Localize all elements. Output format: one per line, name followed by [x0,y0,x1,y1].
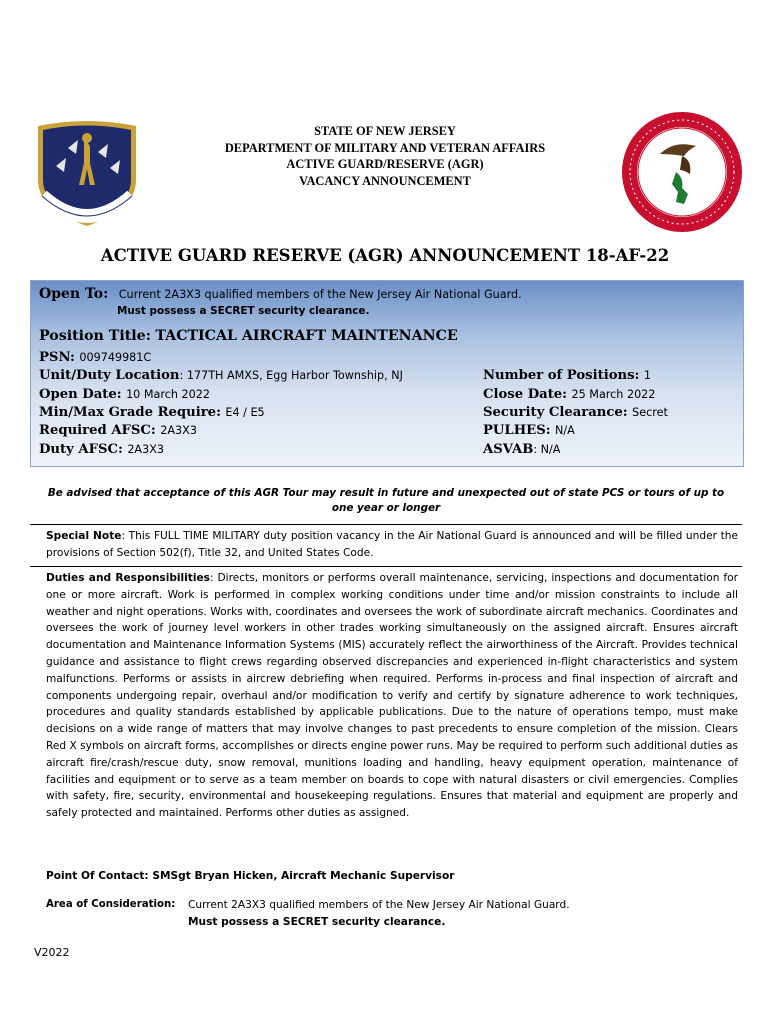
header-agr: ACTIVE GUARD/RESERVE (AGR) [286,157,484,171]
nj-dmava-seal [620,110,744,234]
position-title-value: TACTICAL AIRCRAFT MAINTENANCE [155,328,458,344]
air-national-guard-seal [28,118,146,230]
num-positions-value: 1 [643,369,651,382]
open-to-clearance-note: Must possess a SECRET security clearance. [117,305,370,317]
version-label: V2022 [34,946,70,959]
required-afsc-row [39,421,197,439]
clearance-label: Security Clearance: [483,405,628,420]
position-title-row [39,327,458,345]
open-to-label: Open To: [39,286,109,302]
special-note-body: : This FULL TIME MILITARY duty position vacancy in the Air National Guard is announced and will be filled under the provisions of Section 502(f), Title 32, and United States Code. [46,530,738,559]
psn-row [39,348,151,366]
required-afsc-label: Required AFSC: [39,423,156,438]
position-title-label: Position Title: [39,328,151,344]
pulhes-row [483,421,575,439]
area-of-consideration-value: Current 2A3X3 qualified members of the New Jersey Air National Guard. [188,899,570,911]
duty-afsc-row [39,440,164,458]
grade-value: E4 / E5 [225,406,265,419]
duties-body: : Directs, monitors or performs overall maintenance, servicing, inspections and documentation for one or more aircraft. Work is performed in complex working conditions under time and/or mission constraints to include all weather and night operations. Works with, coordinates and oversees the work of subordinate aircraft mechanics. Coordinates and oversees the work of journey level workers in other trades working simultaneously on the assigned aircraft. Ensures aircraft documentation and Maintenance Information Systems (MIS) accurately reflect the airworthiness of the Aircraft. Provides technical guidance and assistance to flight crews regarding observed discrepancies and experienced in-flight characteristics and system malfunctions. Performs or assists in aircrew debriefing when required. Performs in-process and final inspection of aircraft and components undergoing repair, overhaul and/or modification to verify and certify by signature adherence to work techniques, procedures and quality standards established by applicable publications. Due to the nature of operations tempo, must make decisions on a wide range of matters that may involve changes to past precedents to ensure completion of the mission. Clears Red X symbols on aircraft forms, accomplishes or directs engine power runs. May be required to perform such additional duties as aircraft fire/crash/rescue duty, snow removal, munitions loading and handling, heavy equipment operation, maintenance of facilities and equipment or to serve as a team member on boards to cope with natural disasters or civil emergencies. Complies with safety, fire, security, environmental and housekeeping regulations. Ensures that material and equipment are properly and safely protected and maintained. Performs other duties as assigned. [46,572,739,820]
duty-afsc-value: 2A3X3 [127,443,164,456]
header-state: STATE OF NEW JERSEY [314,124,456,138]
close-date-row [483,385,655,403]
open-date-label: Open Date: [39,387,122,402]
unit-value: : 177TH AMXS, Egg Harbor Township, NJ [179,369,403,382]
special-note-text [30,528,742,562]
required-afsc-value: 2A3X3 [160,424,197,437]
psn-label: PSN: [39,350,75,365]
num-positions-label: Number of Positions: [483,368,640,383]
open-date-value: 10 March 2022 [126,388,210,401]
open-to-value: Current 2A3X3 qualified members of the New Jersey Air National Guard. [118,288,522,301]
special-note-section [30,524,742,562]
open-date-row [39,385,210,403]
pcs-advisory: Be advised that acceptance of this AGR Tour may result in future and unexpected out of state PCS or tours of up to one year or longer [47,487,725,514]
pulhes-value: N/A [555,424,575,437]
duties-section [30,566,742,822]
close-date-label: Close Date: [483,387,568,402]
header-block [150,123,620,189]
open-to-row [39,285,522,303]
asvab-value: : N/A [533,443,561,456]
grade-row [39,403,265,421]
info-panel [30,280,744,467]
header-vacancy: VACANCY ANNOUNCEMENT [299,173,471,188]
announcement-title: ACTIVE GUARD RESERVE (AGR) ANNOUNCEMENT 18-AF-22 [100,246,670,265]
psn-value: 009749981C [79,351,152,364]
clearance-value: Secret [632,406,668,419]
num-positions-row [483,366,651,384]
unit-label: Unit/Duty Location [39,368,180,383]
point-of-contact: Point Of Contact: SMSgt Bryan Hicken, Aircraft Mechanic Supervisor [46,870,455,882]
unit-row [39,366,403,384]
grade-label: Min/Max Grade Require: [39,405,221,420]
pulhes-label: PULHES: [483,423,551,438]
area-of-consideration-label: Area of Consideration: [46,899,176,910]
close-date-value: 25 March 2022 [571,388,656,401]
header-department: DEPARTMENT OF MILITARY AND VETERAN AFFAIRS [224,140,546,155]
clearance-row [483,403,668,421]
asvab-row [483,440,560,458]
special-note-label: Special Note [46,530,122,542]
asvab-label: ASVAB [483,442,534,457]
duties-text [30,570,742,822]
duty-afsc-label: Duty AFSC: [39,442,123,457]
area-of-consideration-note: Must possess a SECRET security clearance. [188,916,446,928]
duties-label: Duties and Responsibilities [46,572,210,584]
